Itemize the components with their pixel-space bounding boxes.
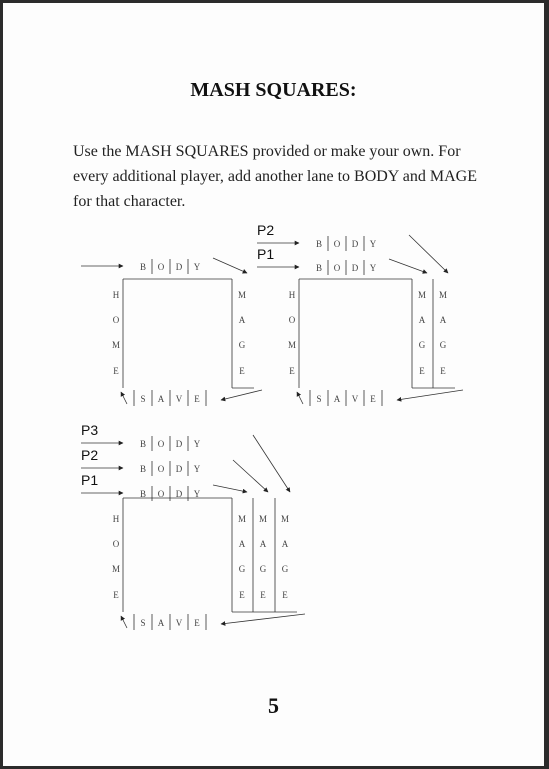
home-letter: H xyxy=(288,290,296,300)
mage-letter: G xyxy=(418,340,426,350)
save-letter: S xyxy=(316,394,322,404)
diagonal-arrow xyxy=(213,485,247,492)
body-letter: B xyxy=(139,262,147,272)
body-lane-p1 xyxy=(257,246,427,275)
home-letter: M xyxy=(111,564,121,574)
mash-square-three-player xyxy=(81,422,305,630)
body-letter: O xyxy=(157,439,165,449)
diagonal-arrow xyxy=(233,460,268,492)
body-lane-p1 xyxy=(81,472,247,501)
save-left-arrow xyxy=(121,392,127,404)
save-letter: V xyxy=(175,618,183,628)
save-letter: E xyxy=(194,618,200,628)
body-letter: O xyxy=(157,489,165,499)
body-letter: O xyxy=(157,262,165,272)
save-right-arrow xyxy=(221,390,262,400)
mage-letter: A xyxy=(259,539,267,549)
mage-letter: G xyxy=(259,564,267,574)
mage-letter: M xyxy=(258,514,268,524)
mage-letter: E xyxy=(239,366,245,376)
save-right-arrow xyxy=(221,614,305,624)
body-letter: B xyxy=(139,464,147,474)
mage-letter: A xyxy=(439,315,447,325)
mage-letter: G xyxy=(439,340,447,350)
mage-letter: E xyxy=(440,366,446,376)
body-letter: Y xyxy=(193,439,201,449)
body-letter: D xyxy=(351,239,359,249)
home-letter: M xyxy=(111,340,121,350)
save-letter: A xyxy=(157,618,165,628)
save-row xyxy=(121,390,262,406)
body-letter: D xyxy=(351,263,359,273)
body-letter: D xyxy=(175,464,183,474)
mage-letter: M xyxy=(280,514,290,524)
save-left-arrow xyxy=(297,392,303,404)
home-letter: O xyxy=(288,315,296,325)
save-letter: S xyxy=(140,394,146,404)
save-letter: V xyxy=(351,394,359,404)
mage-letter: E xyxy=(239,590,245,600)
body-letter: Y xyxy=(369,239,377,249)
mage-letter: M xyxy=(438,290,448,300)
body-letter: O xyxy=(333,239,341,249)
mage-letter: M xyxy=(237,290,247,300)
body-letter: O xyxy=(333,263,341,273)
body-lane-p1 xyxy=(81,258,247,274)
save-letter: A xyxy=(157,394,165,404)
mage-letter: E xyxy=(282,590,288,600)
home-letter: H xyxy=(112,290,120,300)
body-letter: D xyxy=(175,262,183,272)
home-letter: O xyxy=(112,315,120,325)
player-label-p2: P2 xyxy=(81,447,99,463)
body-letter: D xyxy=(175,439,183,449)
diagonal-arrow xyxy=(389,259,427,273)
body-letter: D xyxy=(175,489,183,499)
body-letter: Y xyxy=(193,464,201,474)
home-letter: E xyxy=(113,590,119,600)
body-letter: Y xyxy=(369,263,377,273)
body-letter: Y xyxy=(193,489,201,499)
home-letter: H xyxy=(112,514,120,524)
mage-letter: E xyxy=(260,590,266,600)
mage-letter: M xyxy=(417,290,427,300)
save-row xyxy=(121,614,305,630)
body-letter: B xyxy=(139,489,147,499)
diagonal-arrow xyxy=(213,258,247,273)
mage-letter: G xyxy=(281,564,289,574)
page-number: 5 xyxy=(268,693,279,718)
save-right-arrow xyxy=(397,390,463,400)
mage-letter: E xyxy=(419,366,425,376)
player-label-p3: P3 xyxy=(81,422,99,438)
home-letter: E xyxy=(289,366,295,376)
diagonal-arrow xyxy=(409,235,448,273)
mage-letter: G xyxy=(238,564,246,574)
mage-letter: A xyxy=(418,315,426,325)
mage-letter: G xyxy=(238,340,246,350)
mage-letter: A xyxy=(281,539,289,549)
mage-letter: A xyxy=(238,539,246,549)
save-letter: E xyxy=(194,394,200,404)
mage-letter: M xyxy=(237,514,247,524)
home-letter: E xyxy=(113,366,119,376)
home-letter: O xyxy=(112,539,120,549)
save-left-arrow xyxy=(121,616,127,628)
save-letter: S xyxy=(140,618,146,628)
save-letter: A xyxy=(333,394,341,404)
body-lane-p2 xyxy=(81,447,268,492)
page-title: MASH SQUARES: xyxy=(190,79,357,101)
player-label-p1: P1 xyxy=(257,246,275,262)
body-letter: Y xyxy=(193,262,201,272)
body-letter: B xyxy=(139,439,147,449)
home-letter: M xyxy=(287,340,297,350)
mash-square-one-player xyxy=(81,258,262,406)
page xyxy=(3,3,544,766)
body-lane-p3 xyxy=(81,422,290,492)
player-label-p2: P2 xyxy=(257,222,275,238)
mash-diagrams xyxy=(3,3,544,766)
player-label-p1: P1 xyxy=(81,472,99,488)
body-letter: O xyxy=(157,464,165,474)
save-letter: E xyxy=(370,394,376,404)
mage-letter: A xyxy=(238,315,246,325)
body-letter: B xyxy=(315,239,323,249)
mash-square-two-player xyxy=(257,222,463,406)
body-letter: B xyxy=(315,263,323,273)
save-letter: V xyxy=(175,394,183,404)
save-row xyxy=(297,390,463,406)
intro-paragraph: Use the MASH SQUARES provided or make your own. For every additional player, add another lane to BODY and MAGE for that character. xyxy=(73,143,477,210)
